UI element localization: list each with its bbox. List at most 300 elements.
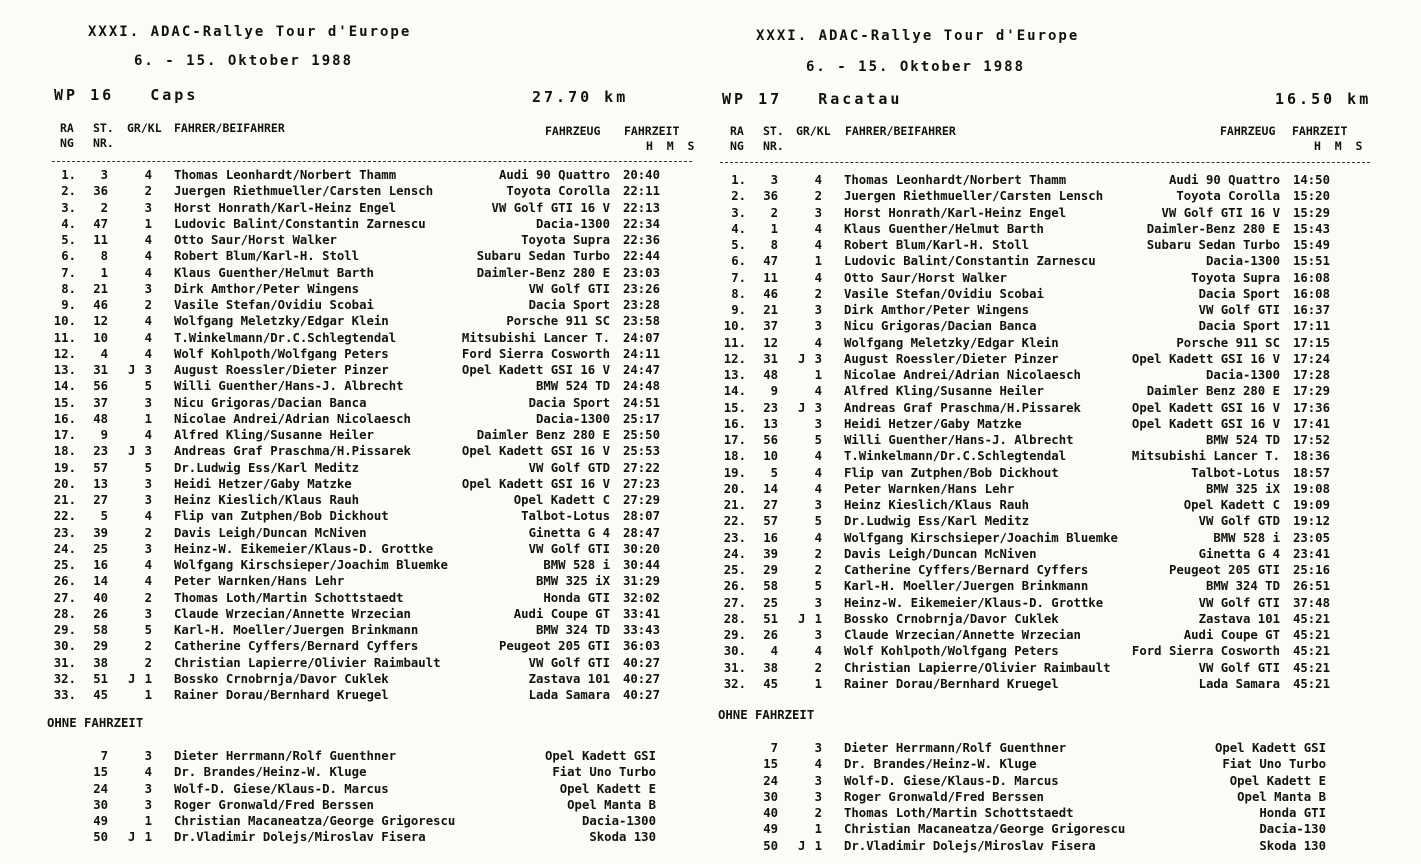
result-row bbox=[716, 270, 1366, 286]
rank-cell: 16. bbox=[723, 416, 746, 431]
crew-cell: Dr. Brandes/Heinz-W. Kluge bbox=[174, 765, 367, 780]
car-cell: Opel Kadett E bbox=[1229, 773, 1326, 788]
crew-cell: Christian Macaneatza/George Grigorescu bbox=[174, 814, 456, 828]
result-row bbox=[46, 232, 696, 248]
start-number-cell: 26 bbox=[763, 628, 778, 642]
ohne-row bbox=[716, 838, 1366, 854]
car-cell: Skoda 130 bbox=[1259, 838, 1326, 853]
class-cell: 1 bbox=[814, 254, 822, 269]
car-cell: Opel Kadett C bbox=[513, 493, 610, 507]
crew-cell: Alfred Kling/Susanne Heiler bbox=[844, 384, 1044, 399]
time-cell: 28:07 bbox=[622, 509, 660, 524]
time-cell: 22:36 bbox=[622, 233, 660, 247]
ohne-row bbox=[46, 764, 696, 780]
crew-cell: Ludovic Balint/Constantin Zarnescu bbox=[844, 254, 1096, 269]
results-table bbox=[716, 172, 1366, 692]
time-cell: 40:27 bbox=[622, 655, 660, 670]
start-number-cell: 11 bbox=[93, 233, 108, 247]
crew-cell: Dieter Herrmann/Rolf Guenthner bbox=[174, 749, 397, 763]
class-cell: 2 bbox=[144, 655, 152, 670]
start-number-cell: 48 bbox=[93, 411, 108, 426]
rank-cell: 23. bbox=[723, 530, 746, 545]
crew-cell: Thomas Leonhardt/Norbert Thamm bbox=[844, 173, 1067, 187]
class-cell: 2 bbox=[144, 298, 152, 312]
result-row bbox=[716, 383, 1366, 399]
crew-cell: Otto Saur/Horst Walker bbox=[844, 270, 1007, 285]
crew-cell: Klaus Guenther/Helmut Barth bbox=[844, 221, 1044, 236]
ohne-row bbox=[716, 740, 1366, 756]
time-cell: 27:29 bbox=[622, 493, 660, 507]
class-cell: 3 bbox=[144, 444, 152, 459]
car-cell: BMW 324 TD bbox=[1205, 579, 1280, 594]
time-cell: 16:08 bbox=[1292, 286, 1330, 301]
time-cell: 20:40 bbox=[622, 168, 660, 182]
rank-cell: 21. bbox=[723, 498, 746, 512]
time-cell: 23:26 bbox=[622, 281, 660, 296]
start-number-cell: 23 bbox=[763, 400, 778, 415]
start-number-cell: 27 bbox=[763, 498, 778, 512]
time-cell: 17:11 bbox=[1292, 319, 1330, 334]
car-cell: VW Golf GTI bbox=[528, 655, 610, 670]
ohne-table bbox=[46, 748, 696, 846]
start-number-cell: 40 bbox=[763, 806, 778, 820]
class-cell: 4 bbox=[814, 335, 822, 350]
time-cell: 22:34 bbox=[622, 216, 660, 231]
junior-flag-cell: J bbox=[128, 671, 136, 686]
ohne-row bbox=[46, 829, 696, 845]
crew-cell: Willi Guenther/Hans-J. Albrecht bbox=[174, 379, 404, 394]
car-cell: Dacia Sport bbox=[528, 298, 610, 312]
result-row bbox=[716, 465, 1366, 481]
car-cell: Ginetta G 4 bbox=[528, 525, 610, 540]
time-cell: 19:12 bbox=[1292, 514, 1330, 529]
ohne-row bbox=[716, 789, 1366, 805]
crew-cell: Heinz Kieslich/Klaus Rauh bbox=[174, 493, 360, 507]
crew-cell: Heinz-W. Eikemeier/Klaus-D. Grottke bbox=[844, 595, 1104, 610]
ohne-row bbox=[46, 813, 696, 829]
start-number-cell: 2 bbox=[100, 200, 108, 215]
start-number-cell: 5 bbox=[100, 509, 108, 524]
rank-cell: 24. bbox=[723, 546, 746, 561]
result-row bbox=[716, 400, 1366, 416]
crew-cell: Bossko Crnobrnja/Davor Cuklek bbox=[844, 611, 1059, 626]
car-cell: Opel Kadett GSI bbox=[1214, 741, 1326, 755]
class-cell: 2 bbox=[814, 189, 822, 204]
start-number-cell: 30 bbox=[93, 797, 108, 812]
result-row bbox=[46, 395, 696, 411]
class-cell: 3 bbox=[144, 395, 152, 410]
result-row bbox=[716, 432, 1366, 448]
class-cell: 1 bbox=[814, 368, 822, 382]
stage-name: WP 16 Caps bbox=[54, 86, 199, 104]
result-row bbox=[716, 237, 1366, 253]
time-cell: 23:28 bbox=[622, 298, 660, 312]
crew-cell: Dr.Ludwig Ess/Karl Meditz bbox=[844, 514, 1030, 529]
rank-cell: 6. bbox=[731, 254, 746, 269]
crew-cell: Claude Wrzecian/Annette Wrzecian bbox=[844, 628, 1081, 642]
start-number-cell: 56 bbox=[763, 433, 778, 447]
crew-cell: Vasile Stefan/Ovidiu Scobai bbox=[844, 286, 1044, 301]
crew-cell: T.Winkelmann/Dr.C.Schlegtendal bbox=[844, 449, 1067, 464]
crew-cell: August Roessler/Dieter Pinzer bbox=[174, 363, 389, 377]
result-row bbox=[46, 183, 696, 199]
col-car: FAHRZEUG bbox=[1220, 124, 1276, 138]
car-cell: Zastava 101 bbox=[1198, 611, 1280, 626]
result-row bbox=[46, 411, 696, 427]
class-cell: 4 bbox=[144, 428, 152, 442]
start-number-cell: 46 bbox=[93, 298, 108, 312]
time-cell: 16:08 bbox=[1292, 270, 1330, 285]
rank-cell: 2. bbox=[61, 184, 76, 199]
car-cell: Daimler Benz 280 E bbox=[476, 428, 610, 442]
result-row bbox=[716, 302, 1366, 318]
class-cell: 4 bbox=[144, 168, 152, 182]
result-row bbox=[46, 265, 696, 281]
rank-cell: 7. bbox=[61, 265, 76, 280]
time-cell: 24:47 bbox=[622, 363, 660, 377]
divider bbox=[52, 161, 692, 162]
rank-cell: 26. bbox=[723, 579, 746, 594]
time-cell: 24:48 bbox=[622, 379, 660, 394]
car-cell: Fiat Uno Turbo bbox=[552, 765, 656, 780]
start-number-cell: 13 bbox=[93, 476, 108, 491]
car-cell: Lada Samara bbox=[528, 688, 610, 702]
time-cell: 27:23 bbox=[622, 476, 660, 491]
start-number-cell: 29 bbox=[763, 563, 778, 577]
crew-cell: Alfred Kling/Susanne Heiler bbox=[174, 428, 374, 442]
crew-cell: Wolf Kohlpoth/Wolfgang Peters bbox=[844, 644, 1059, 659]
rank-cell: 31. bbox=[723, 660, 746, 675]
car-cell: VW Golf GTI 16 V bbox=[1161, 205, 1280, 220]
car-cell: Talbot-Lotus bbox=[1191, 465, 1280, 480]
start-number-cell: 3 bbox=[100, 168, 108, 182]
time-cell: 16:37 bbox=[1292, 303, 1330, 317]
start-number-cell: 51 bbox=[763, 611, 778, 626]
car-cell: Dacia Sport bbox=[528, 395, 610, 410]
rank-cell: 33. bbox=[53, 688, 76, 702]
result-row bbox=[46, 492, 696, 508]
start-number-cell: 4 bbox=[100, 346, 108, 361]
crew-cell: Thomas Leonhardt/Norbert Thamm bbox=[174, 168, 397, 182]
car-cell: Dacia Sport bbox=[1198, 286, 1280, 301]
crew-cell: Dirk Amthor/Peter Wingens bbox=[844, 303, 1030, 317]
time-cell: 45:21 bbox=[1292, 611, 1330, 626]
junior-flag-cell: J bbox=[128, 444, 136, 459]
col-hms: H M S bbox=[646, 139, 695, 153]
junior-flag-cell: J bbox=[798, 838, 806, 853]
class-cell: 4 bbox=[144, 330, 152, 345]
car-cell: BMW 524 TD bbox=[535, 379, 610, 394]
car-cell: Opel Kadett GSI 16 V bbox=[1131, 351, 1280, 366]
class-cell: 5 bbox=[144, 379, 152, 394]
crew-cell: Nicu Grigoras/Dacian Banca bbox=[844, 319, 1037, 334]
class-cell: 3 bbox=[144, 541, 152, 556]
car-cell: Dacia-1300 bbox=[535, 411, 610, 426]
start-number-cell: 11 bbox=[763, 270, 778, 285]
crew-cell: Karl-H. Moeller/Juergen Brinkmann bbox=[174, 623, 419, 637]
class-cell: 2 bbox=[144, 590, 152, 605]
start-number-cell: 38 bbox=[763, 660, 778, 675]
result-row bbox=[716, 595, 1366, 611]
result-row bbox=[46, 346, 696, 362]
ohne-row bbox=[46, 781, 696, 797]
result-row bbox=[46, 427, 696, 443]
rank-cell: 24. bbox=[53, 541, 76, 556]
crew-cell: Wolfgang Meletzky/Edgar Klein bbox=[844, 335, 1059, 350]
rank-cell: 3. bbox=[731, 205, 746, 220]
col-time: FAHRZEIT bbox=[624, 124, 680, 138]
result-row bbox=[716, 318, 1366, 334]
result-row bbox=[716, 221, 1366, 237]
class-cell: 3 bbox=[144, 781, 152, 796]
col-driver: FAHRER/BEIFAHRER bbox=[174, 121, 285, 135]
result-row bbox=[716, 351, 1366, 367]
car-cell: BMW 528 i bbox=[543, 558, 610, 572]
start-number-cell: 47 bbox=[763, 254, 778, 269]
result-row bbox=[46, 557, 696, 573]
class-cell: 3 bbox=[814, 741, 822, 755]
class-cell: 4 bbox=[814, 465, 822, 480]
car-cell: Opel Kadett GSI 16 V bbox=[1131, 400, 1280, 415]
col-hms: H M S bbox=[1314, 139, 1363, 153]
class-cell: 3 bbox=[144, 363, 152, 377]
result-row bbox=[46, 687, 696, 703]
time-cell: 23:03 bbox=[622, 265, 660, 280]
event-date: 6. - 15. Oktober 1988 bbox=[134, 53, 354, 69]
class-cell: 5 bbox=[814, 433, 822, 447]
class-cell: 3 bbox=[144, 749, 152, 763]
time-cell: 33:43 bbox=[622, 623, 660, 637]
car-cell: VW Golf GTI bbox=[1198, 660, 1280, 675]
car-cell: VW Golf GTD bbox=[1198, 514, 1280, 529]
result-row bbox=[716, 676, 1366, 692]
start-number-cell: 49 bbox=[763, 822, 778, 837]
time-cell: 25:50 bbox=[622, 428, 660, 442]
time-cell: 14:50 bbox=[1292, 173, 1330, 187]
time-cell: 45:21 bbox=[1292, 660, 1330, 675]
time-cell: 24:51 bbox=[622, 395, 660, 410]
crew-cell: Flip van Zutphen/Bob Dickhout bbox=[174, 509, 389, 524]
class-cell: 1 bbox=[144, 411, 152, 426]
result-row bbox=[716, 643, 1366, 659]
crew-cell: Wolf-D. Giese/Klaus-D. Marcus bbox=[844, 773, 1059, 788]
class-cell: 5 bbox=[144, 623, 152, 637]
result-row bbox=[46, 573, 696, 589]
ohne-row bbox=[46, 797, 696, 813]
event-title: XXXI. ADAC-Rallye Tour d'Europe bbox=[88, 24, 412, 40]
start-number-cell: 7 bbox=[100, 749, 108, 763]
rank-cell: 32. bbox=[53, 671, 76, 686]
class-cell: 4 bbox=[814, 238, 822, 252]
class-cell: 3 bbox=[814, 628, 822, 642]
start-number-cell: 37 bbox=[763, 319, 778, 334]
time-cell: 40:27 bbox=[622, 688, 660, 702]
start-number-cell: 9 bbox=[770, 384, 778, 399]
crew-cell: Klaus Guenther/Helmut Barth bbox=[174, 265, 374, 280]
car-cell: VW Golf GTI bbox=[528, 541, 610, 556]
car-cell: Daimler-Benz 280 E bbox=[476, 265, 610, 280]
class-cell: 3 bbox=[814, 205, 822, 220]
crew-cell: Catherine Cyffers/Bernard Cyffers bbox=[174, 639, 419, 654]
stage-distance: 16.50 km bbox=[1275, 90, 1372, 108]
class-cell: 4 bbox=[814, 173, 822, 187]
time-cell: 23:05 bbox=[1292, 530, 1330, 545]
class-cell: 4 bbox=[144, 765, 152, 780]
car-cell: Subaru Sedan Turbo bbox=[1146, 238, 1280, 252]
class-cell: 2 bbox=[814, 660, 822, 675]
car-cell: Audi Coupe GT bbox=[513, 606, 610, 621]
class-cell: 1 bbox=[144, 688, 152, 702]
event-date: 6. - 15. Oktober 1988 bbox=[806, 59, 1026, 75]
car-cell: Porsche 911 SC bbox=[1176, 335, 1280, 350]
rank-cell: 16. bbox=[53, 411, 76, 426]
crew-cell: Christian Lapierre/Olivier Raimbault bbox=[174, 655, 441, 670]
class-cell: 1 bbox=[144, 216, 152, 231]
class-cell: 1 bbox=[814, 676, 822, 691]
rank-cell: 13. bbox=[723, 368, 746, 382]
crew-cell: Davis Leigh/Duncan McNiven bbox=[844, 546, 1037, 561]
crew-cell: Peter Warnken/Hans Lehr bbox=[844, 481, 1015, 496]
start-number-cell: 39 bbox=[763, 546, 778, 561]
class-cell: 3 bbox=[814, 303, 822, 317]
class-cell: 3 bbox=[814, 595, 822, 610]
start-number-cell: 46 bbox=[763, 286, 778, 301]
car-cell: Ford Sierra Cosworth bbox=[461, 346, 610, 361]
car-cell: Audi Coupe GT bbox=[1183, 628, 1280, 642]
start-number-cell: 29 bbox=[93, 639, 108, 654]
time-cell: 17:36 bbox=[1292, 400, 1330, 415]
result-row bbox=[716, 205, 1366, 221]
class-cell: 4 bbox=[144, 558, 152, 572]
time-cell: 25:53 bbox=[622, 444, 660, 459]
time-cell: 18:36 bbox=[1292, 449, 1330, 464]
crew-cell: Dirk Amthor/Peter Wingens bbox=[174, 281, 360, 296]
car-cell: BMW 528 i bbox=[1213, 530, 1280, 545]
start-number-cell: 45 bbox=[93, 688, 108, 702]
time-cell: 15:43 bbox=[1292, 221, 1330, 236]
class-cell: 4 bbox=[144, 265, 152, 280]
class-cell: 2 bbox=[814, 546, 822, 561]
col-rank: RA NG bbox=[60, 121, 74, 150]
car-cell: Dacia-1300 bbox=[581, 814, 656, 828]
crew-cell: Rainer Dorau/Bernhard Kruegel bbox=[174, 688, 389, 702]
rank-cell: 25. bbox=[53, 558, 76, 572]
result-row bbox=[46, 313, 696, 329]
class-cell: 4 bbox=[814, 221, 822, 236]
result-row bbox=[716, 367, 1366, 383]
car-cell: Dacia Sport bbox=[1198, 319, 1280, 334]
time-cell: 37:48 bbox=[1292, 595, 1330, 610]
crew-cell: Heinz Kieslich/Klaus Rauh bbox=[844, 498, 1030, 512]
class-cell: 3 bbox=[144, 281, 152, 296]
class-cell: 1 bbox=[814, 838, 822, 853]
col-rank: RA NG bbox=[730, 124, 744, 153]
junior-flag-cell: J bbox=[128, 363, 136, 377]
time-cell: 27:22 bbox=[622, 460, 660, 475]
class-cell: 4 bbox=[144, 233, 152, 247]
class-cell: 1 bbox=[144, 814, 152, 828]
rank-cell: 19. bbox=[723, 465, 746, 480]
crew-cell: Claude Wrzecian/Annette Wrzecian bbox=[174, 606, 411, 621]
class-cell: 4 bbox=[814, 384, 822, 399]
rank-cell: 25. bbox=[723, 563, 746, 577]
result-row bbox=[46, 216, 696, 232]
class-cell: 4 bbox=[814, 757, 822, 772]
car-cell: Skoda 130 bbox=[589, 830, 656, 845]
class-cell: 5 bbox=[814, 514, 822, 529]
ohne-row bbox=[46, 748, 696, 764]
ohne-fahrzeit-label: OHNE FAHRZEIT bbox=[47, 716, 144, 730]
col-driver: FAHRER/BEIFAHRER bbox=[845, 124, 956, 138]
crew-cell: T.Winkelmann/Dr.C.Schlegtendal bbox=[174, 330, 397, 345]
time-cell: 15:49 bbox=[1292, 238, 1330, 252]
result-row bbox=[716, 335, 1366, 351]
crew-cell: August Roessler/Dieter Pinzer bbox=[844, 351, 1059, 366]
class-cell: 3 bbox=[144, 797, 152, 812]
start-number-cell: 58 bbox=[93, 623, 108, 637]
car-cell: VW Golf GTI bbox=[528, 281, 610, 296]
crew-cell: Nicolae Andrei/Adrian Nicolaesch bbox=[174, 411, 411, 426]
rank-cell: 29. bbox=[723, 628, 746, 642]
crew-cell: Juergen Riethmueller/Carsten Lensch bbox=[174, 184, 434, 199]
class-cell: 3 bbox=[814, 416, 822, 431]
car-cell: Opel Kadett E bbox=[559, 781, 656, 796]
crew-cell: Juergen Riethmueller/Carsten Lensch bbox=[844, 189, 1104, 204]
class-cell: 2 bbox=[814, 806, 822, 820]
class-cell: 4 bbox=[814, 644, 822, 659]
start-number-cell: 25 bbox=[763, 595, 778, 610]
rank-cell: 18. bbox=[53, 444, 76, 459]
car-cell: Lada Samara bbox=[1198, 676, 1280, 691]
crew-cell: Nicolae Andrei/Adrian Nicolaesch bbox=[844, 368, 1081, 382]
result-row bbox=[716, 188, 1366, 204]
class-cell: 4 bbox=[814, 449, 822, 464]
time-cell: 15:51 bbox=[1292, 254, 1330, 269]
crew-cell: Andreas Graf Praschma/H.Pissarek bbox=[844, 400, 1081, 415]
rank-cell: 21. bbox=[53, 493, 76, 507]
rank-cell: 10. bbox=[53, 314, 76, 329]
car-cell: Subaru Sedan Turbo bbox=[476, 249, 610, 264]
car-cell: Opel Kadett C bbox=[1183, 498, 1280, 512]
stage-distance: 27.70 km bbox=[532, 88, 629, 106]
car-cell: Opel Manta B bbox=[1237, 789, 1326, 804]
result-row bbox=[46, 443, 696, 459]
class-cell: 4 bbox=[144, 346, 152, 361]
time-cell: 17:41 bbox=[1292, 416, 1330, 431]
start-number-cell: 51 bbox=[93, 671, 108, 686]
car-cell: Opel Kadett GSI bbox=[544, 749, 656, 763]
car-cell: Mitsubishi Lancer T. bbox=[461, 330, 610, 345]
start-number-cell: 10 bbox=[93, 330, 108, 345]
rank-cell: 14. bbox=[53, 379, 76, 394]
car-cell: BMW 324 TD bbox=[535, 623, 610, 637]
car-cell: VW Golf GTI bbox=[1198, 595, 1280, 610]
ohne-row bbox=[716, 821, 1366, 837]
class-cell: 4 bbox=[144, 249, 152, 264]
start-number-cell: 50 bbox=[93, 830, 108, 845]
crew-cell: Wolfgang Kirschsieper/Joachim Bluemke bbox=[174, 558, 448, 572]
result-row bbox=[716, 481, 1366, 497]
junior-flag-cell: J bbox=[798, 351, 806, 366]
car-cell: Fiat Uno Turbo bbox=[1222, 757, 1326, 772]
car-cell: BMW 325 iX bbox=[535, 574, 610, 589]
start-number-cell: 15 bbox=[763, 757, 778, 772]
col-st: ST. NR. bbox=[763, 124, 784, 153]
result-row bbox=[46, 606, 696, 622]
result-row bbox=[716, 530, 1366, 546]
rank-cell: 17. bbox=[53, 428, 76, 442]
class-cell: 2 bbox=[814, 563, 822, 577]
